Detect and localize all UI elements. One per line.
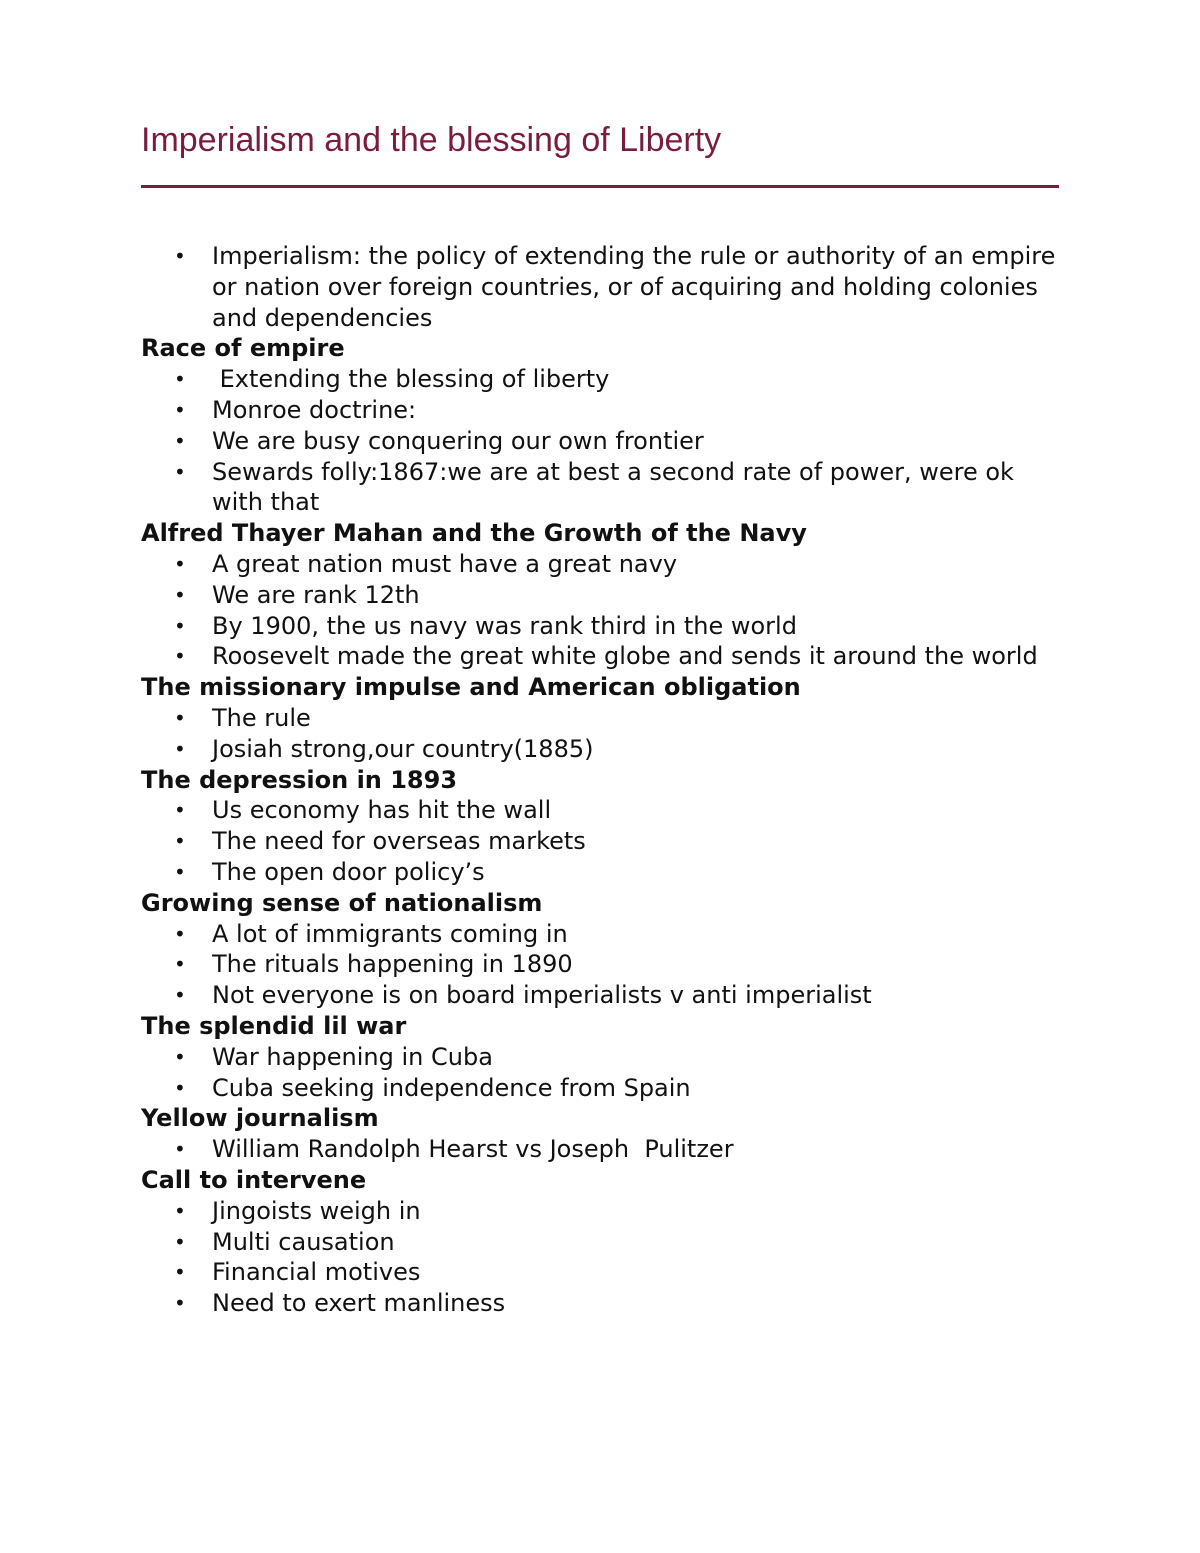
bullet-icon: • <box>174 705 186 730</box>
list-item-text: By 1900, the us navy was rank third in the world <box>212 611 797 640</box>
list-item-text: We are rank 12th <box>212 580 420 609</box>
document-body <box>141 241 1066 1319</box>
outline-section <box>141 518 1066 672</box>
bullet-icon: • <box>174 1044 186 1069</box>
bullet-icon: • <box>174 551 186 576</box>
bullet-icon: • <box>174 1260 186 1285</box>
title-divider <box>141 185 1059 188</box>
section-list <box>141 795 1066 887</box>
list-item <box>141 795 1066 826</box>
section-heading: Race of empire <box>141 334 345 363</box>
section-list <box>141 1196 1066 1319</box>
list-item <box>141 611 1066 642</box>
section-heading: Yellow journalism <box>141 1104 379 1133</box>
list-item-text: Roosevelt made the great white globe and sends it around the world <box>212 642 1038 671</box>
list-item <box>141 1196 1066 1227</box>
bullet-icon: • <box>174 397 186 422</box>
list-item <box>141 364 1066 395</box>
list-item-text: Extending the blessing of liberty <box>212 365 610 394</box>
list-item-text: Josiah strong,our country(1885) <box>212 734 594 763</box>
list-item-text: William Randolph Hearst vs Joseph Pulitzer <box>212 1135 734 1164</box>
list-item-text: Multi causation <box>212 1227 395 1256</box>
list-item-text: Need to exert manliness <box>212 1289 506 1318</box>
bullet-icon: • <box>174 736 186 761</box>
outline-section <box>141 765 1066 888</box>
list-item-text: A great nation must have a great navy <box>212 549 678 578</box>
list-item <box>141 857 1066 888</box>
list-item <box>141 580 1066 611</box>
bullet-icon: • <box>174 798 186 823</box>
bullet-icon: • <box>174 1291 186 1316</box>
list-item <box>141 1073 1066 1104</box>
bullet-icon: • <box>174 428 186 453</box>
list-item-text: Cuba seeking independence from Spain <box>212 1073 691 1102</box>
list-item <box>141 395 1066 426</box>
section-heading: The splendid lil war <box>141 1011 407 1040</box>
bullet-icon: • <box>174 1229 186 1254</box>
list-item <box>141 549 1066 580</box>
list-item-text: The need for overseas markets <box>212 827 586 856</box>
list-item <box>141 1042 1066 1073</box>
bullet-icon: • <box>174 1198 186 1223</box>
section-list <box>141 549 1066 672</box>
list-item <box>141 734 1066 765</box>
bullet-icon: • <box>174 1137 186 1162</box>
bullet-icon: • <box>174 983 186 1008</box>
list-item <box>141 919 1066 950</box>
list-item <box>141 1288 1066 1319</box>
outline-section <box>141 1165 1066 1319</box>
outline-section <box>141 888 1066 1011</box>
list-item <box>141 457 1066 519</box>
list-item <box>141 703 1066 734</box>
list-item-text: Sewards folly:1867:we are at best a second rate of power, were ok with that <box>212 457 1022 517</box>
bullet-icon: • <box>174 1075 186 1100</box>
list-item <box>141 426 1066 457</box>
bullet-icon: • <box>174 859 186 884</box>
list-item <box>141 949 1066 980</box>
list-item-text: Financial motives <box>212 1258 421 1287</box>
outline-section <box>141 333 1066 518</box>
list-item-text: Imperialism: the policy of extending the rule or authority of an empire or nation over foreign countries, or of acquiring and holding colonies and dependencies <box>212 242 1064 332</box>
list-item <box>141 826 1066 857</box>
bullet-icon: • <box>174 829 186 854</box>
section-list <box>141 1042 1066 1104</box>
list-item-text: The rule <box>212 703 311 732</box>
list-item-text: The rituals happening in 1890 <box>212 950 573 979</box>
bullet-icon: • <box>174 244 186 268</box>
section-heading: Alfred Thayer Mahan and the Growth of the Navy <box>141 519 807 548</box>
list-item-text: Monroe doctrine: <box>212 395 417 424</box>
list-item <box>141 1134 1066 1165</box>
section-heading: Call to intervene <box>141 1165 367 1194</box>
list-item <box>141 241 1066 333</box>
section-list <box>141 703 1066 765</box>
bullet-icon: • <box>174 459 186 484</box>
section-list <box>141 1134 1066 1165</box>
outline-section <box>141 1103 1066 1165</box>
bullet-icon: • <box>174 921 186 946</box>
section-heading: The depression in 1893 <box>141 765 458 794</box>
list-item-text: We are busy conquering our own frontier <box>212 426 704 455</box>
sections-container <box>141 333 1066 1319</box>
outline-section <box>141 1011 1066 1103</box>
section-list <box>141 364 1066 518</box>
list-item-text: Jingoists weigh in <box>212 1196 421 1225</box>
intro-list <box>141 241 1066 333</box>
list-item-text: Not everyone is on board imperialists v anti imperialist <box>212 981 872 1010</box>
bullet-icon: • <box>174 613 186 638</box>
document-title: Imperialism and the blessing of Liberty <box>141 121 722 159</box>
list-item-text: A lot of immigrants coming in <box>212 919 568 948</box>
list-item <box>141 1257 1066 1288</box>
list-item <box>141 1227 1066 1258</box>
list-item-text: War happening in Cuba <box>212 1042 493 1071</box>
section-list <box>141 919 1066 1011</box>
bullet-icon: • <box>174 952 186 977</box>
list-item-text: Us economy has hit the wall <box>212 796 552 825</box>
section-heading: Growing sense of nationalism <box>141 888 543 917</box>
outline-section <box>141 672 1066 764</box>
bullet-icon: • <box>174 582 186 607</box>
bullet-icon: • <box>174 644 186 669</box>
section-heading: The missionary impulse and American obligation <box>141 673 801 702</box>
list-item <box>141 980 1066 1011</box>
list-item <box>141 641 1066 672</box>
bullet-icon: • <box>174 367 186 392</box>
list-item-text: The open door policy’s <box>212 857 485 886</box>
